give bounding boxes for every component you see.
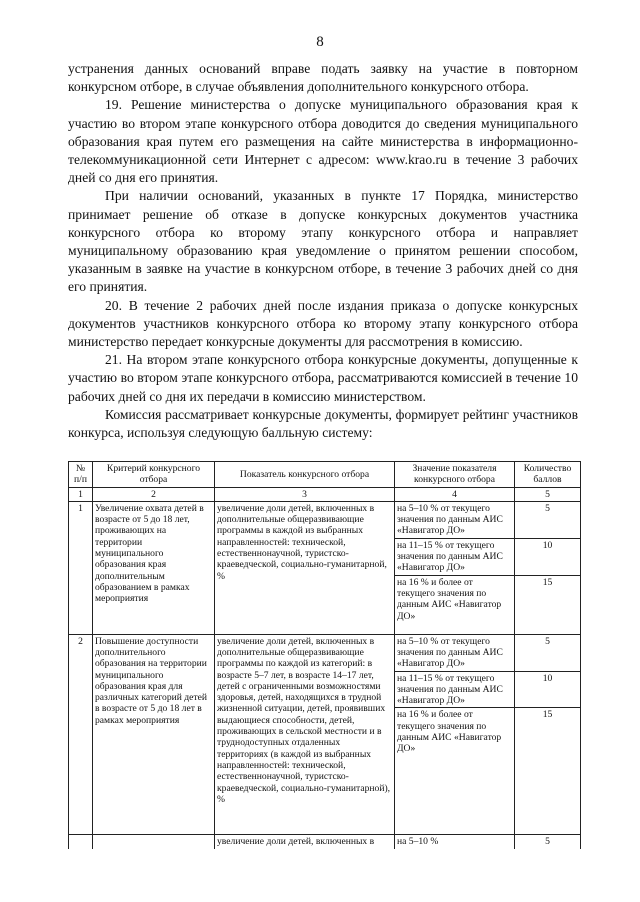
points-cell: 10 — [515, 671, 581, 708]
criterion-cell — [93, 835, 215, 849]
points-cell: 15 — [515, 575, 581, 634]
table-header-row — [69, 462, 581, 488]
row-number — [69, 835, 93, 849]
column-number: 1 — [69, 487, 93, 501]
points-cell: 15 — [515, 708, 581, 835]
column-number: 2 — [93, 487, 215, 501]
criterion-cell: Повышение доступности дополнительного образования на территории муниципального образования края для различных категорий детей в возрасте от 5 до 18 лет в рамках мероприятия — [93, 634, 215, 835]
column-number: 5 — [515, 487, 581, 501]
page-number: 8 — [316, 34, 324, 50]
table-row — [69, 835, 581, 849]
column-number-row — [69, 487, 581, 501]
value-cell: на 11–15 % от текущего значения по данным АИС «Навигатор ДО» — [395, 671, 515, 708]
paragraph: устранения данных оснований вправе подать заявку на участие в повторном конкурсном отборе, в случае объявления дополнительного конкурсного отбора. — [68, 61, 578, 95]
indicator-cell: увеличение доли детей, включенных в дополнительные общеразвивающие программы в каждой из выбранных направленностей: технической, естественнонаучной, туристско-краеведческой, социально-гуманитарной, % — [215, 501, 395, 634]
table-row — [69, 634, 581, 671]
indicator-cell: увеличение доли детей, включенных в дополнительные общеразвивающие программы по каждой из категорий: в возрасте 5–7 лет, в возрасте 14–17 лет, детей с ограниченными возможностями здоровья, детей, находящихся в трудной жизненной ситуации, детей, проявивших выдающиеся способности, детей, проживающих в сельской местности и в труднодоступных отдаленных территориях (в каждой из выбранных направленностей: технической, естественнонаучной, туристско-краеведческой, социально-гуманитарной), % — [215, 634, 395, 835]
indicator-cell: увеличение доли детей, включенных в — [215, 835, 395, 849]
header-cell: Количество баллов — [515, 462, 581, 488]
header-cell: Значение показателя конкурсного отбора — [395, 462, 515, 488]
points-cell: 10 — [515, 538, 581, 575]
row-number: 2 — [69, 634, 93, 835]
value-cell: на 5–10 % от текущего значения по данным АИС «Навигатор ДО» — [395, 634, 515, 671]
points-cell: 5 — [515, 501, 581, 538]
body-text — [68, 60, 578, 442]
points-cell: 5 — [515, 835, 581, 849]
column-number: 4 — [395, 487, 515, 501]
table-row — [69, 501, 581, 538]
header-cell: Критерий конкурсного отбора — [93, 462, 215, 488]
row-number: 1 — [69, 501, 93, 634]
value-cell: на 11–15 % от текущего значения по данным АИС «Навигатор ДО» — [395, 538, 515, 575]
value-cell: на 5–10 % от текущего значения по данным АИС «Навигатор ДО» — [395, 501, 515, 538]
value-cell: на 16 % и более от текущего значения по данным АИС «Навигатор ДО» — [395, 575, 515, 634]
scoring-table — [68, 461, 581, 849]
paragraph: 21. На втором этапе конкурсного отбора конкурсные документы, допущенные к участию во втором этапе конкурсного отбора, рассматриваются комиссией в течение 10 рабочих дней со дня их передачи в комиссию министерством. — [68, 352, 578, 404]
column-number: 3 — [215, 487, 395, 501]
criterion-cell: Увеличение охвата детей в возрасте от 5 до 18 лет, проживающих на территории муниципального образования края дополнительным образованием в рамках мероприятия — [93, 501, 215, 634]
header-cell: Показатель конкурсного отбора — [215, 462, 395, 488]
paragraph: 20. В течение 2 рабочих дней после издания приказа о допуске конкурсных документов участников конкурсного отбора ко второму этапу конкурсного отбора министерство передает конкурсные документы для рассмотрения в комиссию. — [68, 297, 578, 350]
value-cell: на 16 % и более от текущего значения по данным АИС «Навигатор ДО» — [395, 708, 515, 835]
paragraph: 19. Решение министерства о допуске муниципального образования края к участию во втором этапе конкурсного отбора доводится до сведения муниципального образования края путем его размещения на сайте министерства в информационно-телекоммуникационной сети Интернет с адресом: www.krao.ru в течение 3 рабочих дней со дня его принятия. — [68, 97, 578, 186]
header-cell: № п/п — [69, 462, 93, 488]
paragraph: Комиссия рассматривает конкурсные документы, формирует рейтинг участников конкурса, используя следующую балльную систему: — [68, 406, 578, 441]
points-cell: 5 — [515, 634, 581, 671]
paragraph: При наличии оснований, указанных в пункте 17 Порядка, министерство принимает решение об отказе в допуске конкурсных документов участника конкурсного отбора ко второму этапу конкурсного отбора и направляет муниципальному образованию края уведомление о принятом решении способом, указанным в заявке на участие в конкурсном отборе, в течение 3 рабочих дней со дня его принятия. — [68, 188, 578, 295]
value-cell: на 5–10 % — [395, 835, 515, 849]
